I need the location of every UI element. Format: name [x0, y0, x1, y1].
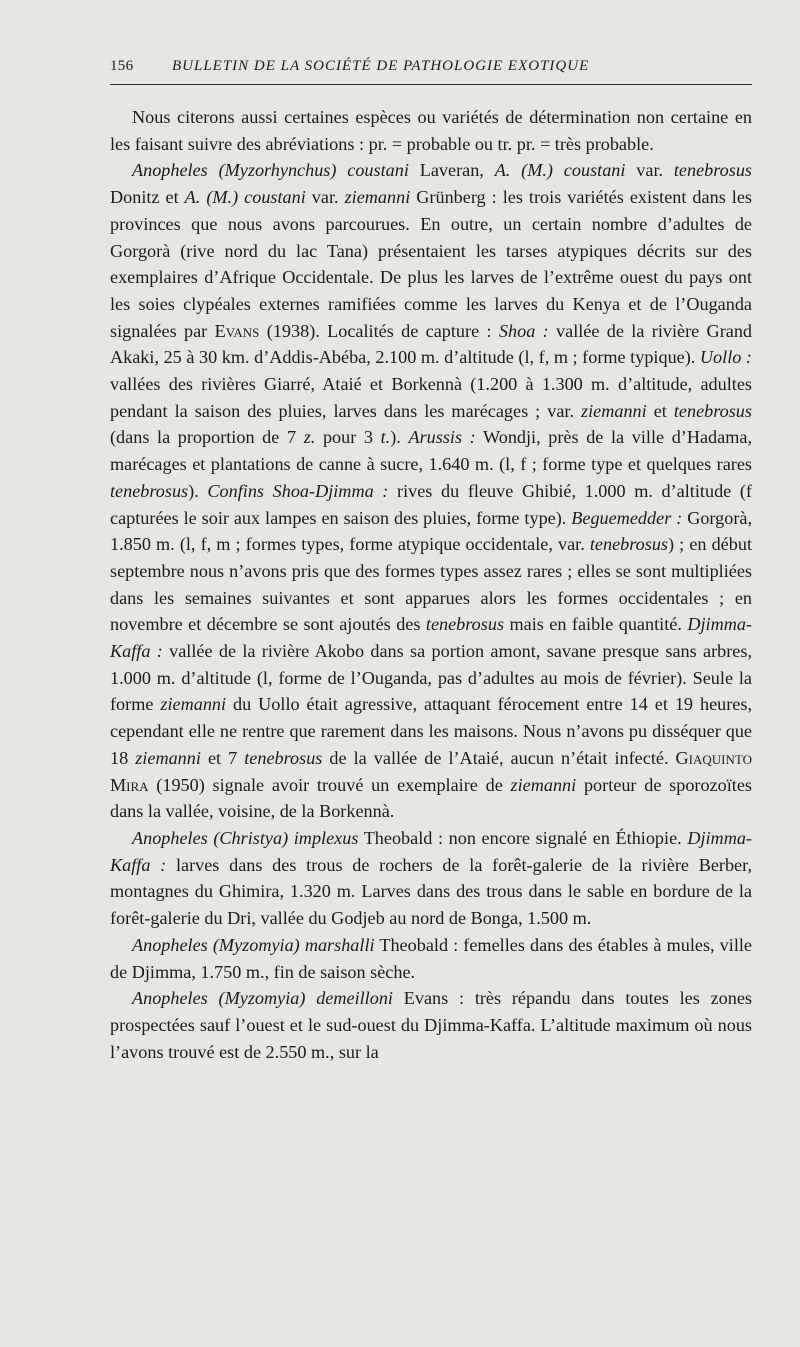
italic-text: ziemanni [510, 774, 577, 795]
italic-text: Confins Shoa-Djimma : [207, 480, 389, 501]
italic-text: Anopheles (Myzomyia) demeilloni [132, 988, 393, 1009]
text-run: Theobald : non encore signalé en Éthiopie. [358, 827, 688, 848]
text-run: Evans : très répandu dans toutes les zones prospectées sauf l’ouest et le sud-ouest du Djimma-Kaffa. L’altitude maximum où nous l’avons trouvé est de 2.550 m., sur la [110, 988, 752, 1062]
italic-text: Djimma-Kaffa : [110, 827, 752, 875]
text-run: larves dans des trous de rochers de la forêt-galerie de la rivière Berber, montagnes du Ghimira, 1.320 m. Larves dans des trous dans le sable en bordure de la forêt-galerie du Dri, vallée du Godjeb au nord de Bonga, 1.500 m. [110, 854, 753, 929]
text-run: (1938). Localités de capture : [259, 320, 499, 341]
text-run: vallées des rivières Giarré, Ataié et Borkennà (1.200 à 1.300 m. d’altitude, adultes pendant la saison des pluies, larves dans les marécages ; var. [110, 374, 752, 421]
text-run: Laveran, [408, 160, 495, 181]
italic-text: A. (M.) coustani [494, 160, 626, 181]
text-run: Grünberg : les trois variétés existent dans les provinces que nous avons parcourues. En outre, un certain nombre d’adultes de Gorgorà (rive nord du lac Tana) présentaient les tarses atypiques décrits sur des exemplaires d’Afrique Occidentale. De plus les larves de l’extrême ouest du pays ont les soies clypéales externes ramifiées comme les larves du Kenya et de l’Ouganda signalées par [110, 187, 752, 341]
text-run: vallée de la rivière Grand Akaki, 25 à 30 km. d’Addis-Abéba, 2.100 m. d’altitude (l, f, m ; forme typique). [110, 320, 753, 368]
italic-text: tenebrosus [110, 480, 189, 501]
italic-text: Uollo : [699, 347, 752, 368]
text-run: Theobald : femelles dans des étables à mules, ville de Djimma, 1.750 m., fin de saison sèche. [110, 934, 753, 982]
body-text [110, 104, 752, 1065]
paragraph [110, 104, 752, 157]
text-run: mais en faible quantité. [504, 614, 688, 635]
text-run: var. [625, 160, 674, 181]
text-run: Wondji, près de la ville d’Hadama, marécages et plantations de canne à sucre, 1.640 m. (l, f ; forme type et quelques rares [110, 427, 752, 475]
paragraph [110, 825, 752, 932]
text-run: ). [188, 480, 208, 501]
text-run: Donitz et [110, 187, 185, 208]
italic-text: ziemanni [344, 187, 411, 208]
text-run: de la vallée de l’Ataié, aucun n’était infecté. [322, 747, 676, 768]
text-run: porteur de sporozoïtes dans la vallée, voisine, de la Borkennà. [110, 774, 752, 822]
text-run: rives du fleuve Ghibié, 1.000 m. d’altitude (f capturées le soir aux lampes en saison des pluies, forme type). [110, 480, 752, 528]
text-run: et [646, 400, 674, 421]
header-rule [110, 84, 752, 85]
italic-text: z. [303, 427, 316, 448]
italic-text: tenebrosus [673, 160, 753, 181]
text-run: Gorgorà, 1.850 m. (l, f, m ; formes types, forme atypique occidentale, var. [110, 507, 753, 555]
italic-text: Arussis : [408, 427, 476, 448]
italic-text: ziemanni [581, 400, 647, 421]
paragraph [110, 157, 752, 825]
italic-text: Anopheles (Christya) implexus [132, 827, 359, 848]
text-run: (1950) signale avoir trouvé un exemplaire de [148, 774, 511, 795]
italic-text: Shoa : [498, 320, 549, 341]
text-run: ) ; en début septembre nous n’avons pris que des formes types assez rares ; elles se sont multipliées dans les semaines suivantes et sont apparues alors les formes occidentales ; en novembre et décembre se sont ajoutés des [110, 534, 752, 635]
author-name: Giaquinto Mira [110, 747, 752, 795]
text-run: pour 3 [315, 427, 381, 448]
italic-text: Djimma-Kaffa : [110, 614, 752, 662]
italic-text: Anopheles (Myzomyia) marshalli [132, 934, 375, 955]
page-number: 156 [110, 58, 134, 74]
paragraph [110, 932, 752, 985]
text-run: du Uollo était agressive, attaquant férocement entre 14 et 19 heures, cependant elle ne rentre que rarement dans les maisons. Nous n’avons pu disséquer que 18 [110, 694, 752, 768]
italic-text: A. (M.) coustani [184, 187, 306, 208]
italic-text: Beguemedder : [571, 507, 683, 528]
italic-text: tenebrosus [673, 400, 752, 421]
text-run: (dans la proportion de 7 [110, 427, 304, 448]
text-run: ). [390, 427, 409, 448]
running-title: BULLETIN DE LA SOCIÉTÉ DE PATHOLOGIE EXOTIQUE [172, 58, 590, 74]
italic-text: t. [380, 427, 391, 448]
italic-text: Anopheles (Myzorhynchus) coustani [132, 160, 409, 181]
text-run: Nous citerons aussi certaines espèces ou variétés de détermination non certaine en les faisant suivre des abréviations : pr. = probable ou tr. pr. = très probable. [110, 107, 752, 154]
text-run: var. [305, 187, 345, 208]
italic-text: tenebrosus [244, 747, 323, 768]
author-name: Evans [214, 320, 260, 341]
paragraph [110, 985, 752, 1065]
text-run: vallée de la rivière Akobo dans sa portion amont, savane presque sans arbres, 1.000 m. d’altitude (l, forme de l’Ouganda, pas d’adultes au mois de février). Seule la forme [110, 641, 752, 715]
italic-text: ziemanni [135, 747, 201, 768]
italic-text: tenebrosus [589, 534, 669, 555]
text-run: et 7 [200, 747, 245, 768]
italic-text: tenebrosus [425, 614, 505, 635]
italic-text: ziemanni [160, 694, 227, 715]
